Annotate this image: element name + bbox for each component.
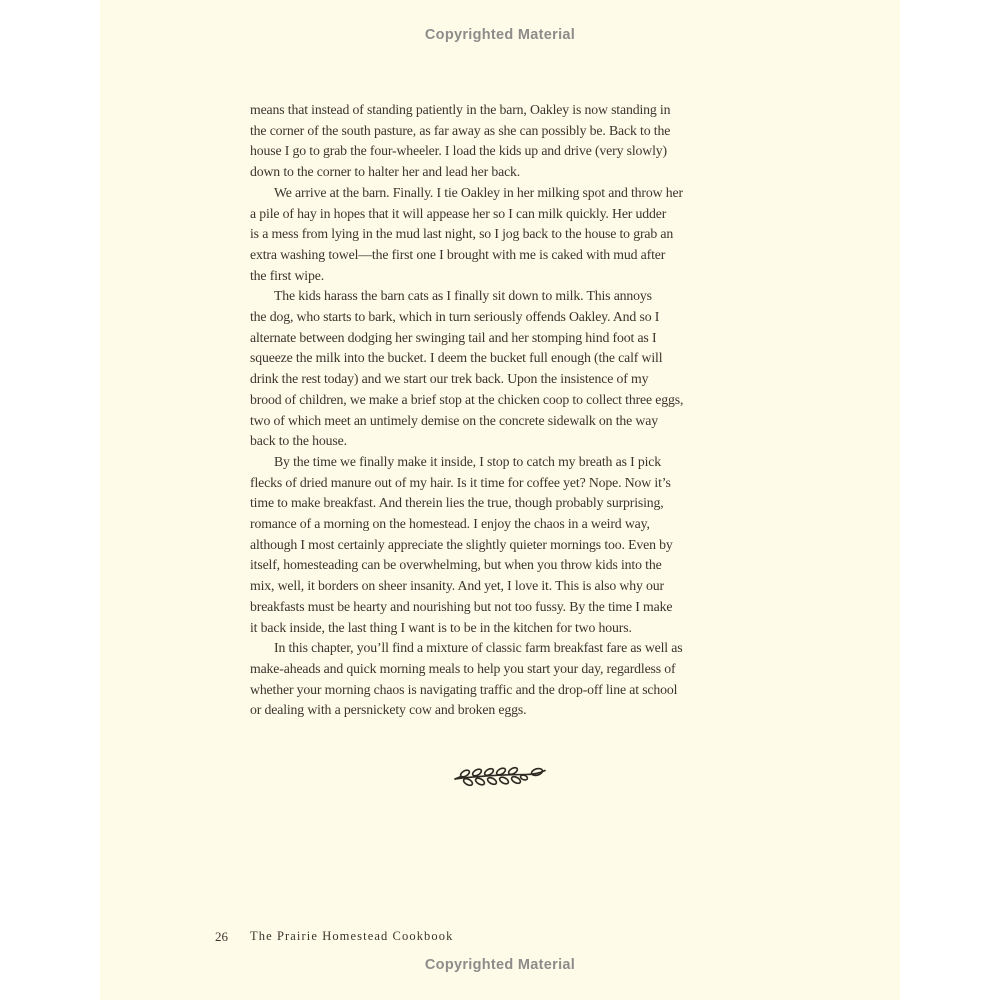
- body-text-line: means that instead of standing patiently in the barn, Oakley is now standing in: [250, 102, 671, 117]
- body-text-line: extra washing towel—the first one I brought with me is caked with mud after: [250, 246, 666, 262]
- body-text-line: alternate between dodging her swinging tail and her stomping hind foot as I: [250, 329, 657, 345]
- body-text-line: it back inside, the last thing I want is to be in the kitchen for two hours.: [250, 619, 632, 635]
- body-text-line: mix, well, it borders on sheer insanity. And yet, I love it. This is also why our: [250, 578, 664, 594]
- copyright-notice-bottom: Copyrighted Material: [424, 957, 576, 973]
- body-text-line: make-aheads and quick morning meals to help you start your day, regardless of: [250, 660, 676, 676]
- body-text-line: down to the corner to halter her and lead her back.: [250, 164, 521, 180]
- paragraph: [250, 452, 750, 638]
- body-text-line: brood of children, we make a brief stop at the chicken coop to collect three eggs,: [250, 391, 684, 407]
- body-text-line: the first wipe.: [250, 267, 324, 283]
- body-text-line: flecks of dried manure out of my hair. Is it time for coffee yet? Nope. Now it’s: [250, 474, 671, 490]
- paragraph: [250, 638, 750, 721]
- body-text-line: itself, homesteading can be overwhelming, but when you throw kids into the: [250, 557, 662, 573]
- body-text-line: The kids harass the barn cats as I finally sit down to milk. This annoys: [274, 288, 652, 304]
- body-text-line: house I go to grab the four-wheeler. I load the kids up and drive (very slowly): [250, 143, 667, 159]
- body-text-line: By the time we finally make it inside, I stop to catch my breath as I pick: [274, 453, 661, 469]
- body-text-line: the dog, who starts to bark, which in turn seriously offends Oakley. And so I: [250, 309, 660, 325]
- leaf-vine-ornament-icon: [452, 762, 548, 790]
- body-text-line: In this chapter, you’ll find a mixture of classic farm breakfast fare as well as: [274, 640, 683, 656]
- body-text: [250, 100, 750, 721]
- body-text-line: back to the house.: [250, 433, 347, 449]
- paragraph: [250, 100, 750, 183]
- body-text-line: We arrive at the barn. Finally. I tie Oakley in her milking spot and throw her: [274, 184, 683, 200]
- body-text-line: whether your morning chaos is navigating traffic and the drop-off line at school: [250, 681, 678, 697]
- body-text-line: or dealing with a persnickety cow and broken eggs.: [250, 702, 527, 718]
- body-text-line: two of which meet an untimely demise on the concrete sidewalk on the way: [250, 412, 658, 428]
- body-text-line: the corner of the south pasture, as far away as she can possibly be. Back to the: [250, 122, 671, 138]
- copyright-notice-top: Copyrighted Material: [424, 27, 576, 43]
- body-text-line: is a mess from lying in the mud last night, so I jog back to the house to grab an: [250, 226, 674, 242]
- body-text-line: a pile of hay in hopes that it will appease her so I can milk quickly. Her udder: [250, 205, 667, 221]
- page-number: 26: [215, 929, 228, 944]
- body-text-line: although I most certainly appreciate the slightly quieter mornings too. Even by: [250, 536, 673, 552]
- body-text-line: drink the rest today) and we start our trek back. Upon the insistence of my: [250, 371, 649, 387]
- body-text-line: breakfasts must be hearty and nourishing but not too fussy. By the time I make: [250, 598, 673, 614]
- paragraph: [250, 286, 750, 452]
- body-text-line: squeeze the milk into the bucket. I deem the bucket full enough (the calf will: [250, 350, 663, 366]
- running-footer-book-title: The Prairie Homestead Cookbook: [250, 929, 454, 943]
- body-text-line: time to make breakfast. And therein lies the true, though probably surprising,: [250, 495, 664, 511]
- paragraph: [250, 183, 750, 287]
- body-text-line: romance of a morning on the homestead. I enjoy the chaos in a weird way,: [250, 516, 650, 532]
